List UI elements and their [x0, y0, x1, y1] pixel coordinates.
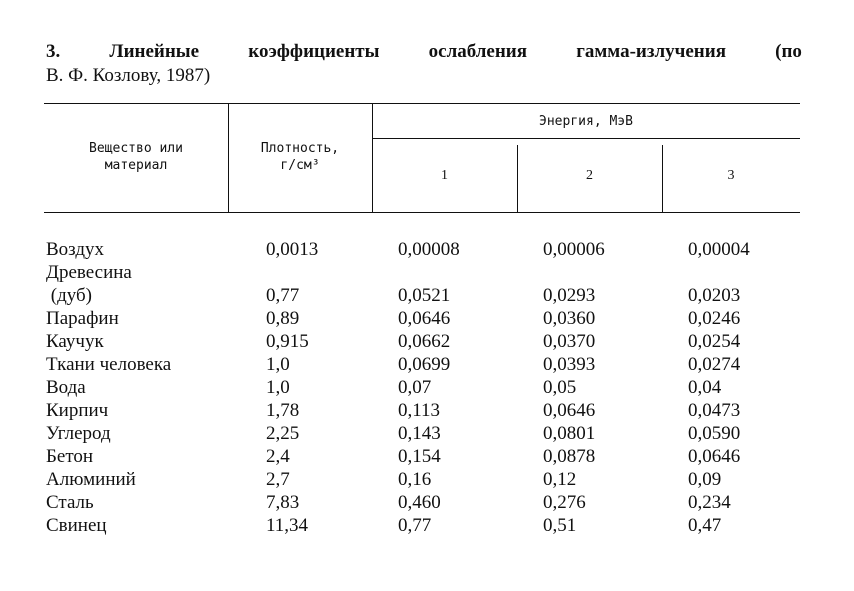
mu-1mev-cell: 0,07	[398, 377, 432, 398]
substance-cell: Ткани человека	[46, 354, 172, 375]
mu-3mev-cell: 0,234	[688, 492, 731, 513]
table-row	[46, 468, 808, 491]
substance-cell: Кирпич	[46, 400, 109, 421]
density-cell: 0,77	[266, 285, 300, 306]
mu-1mev-cell: 0,0662	[398, 331, 451, 352]
mu-2mev-cell	[543, 261, 688, 284]
mu-3mev-cell: 0,0254	[688, 331, 741, 352]
substance-cell: Каучук	[46, 331, 104, 352]
mu-1mev-cell: 0,154	[398, 446, 441, 467]
density-cell: 0,915	[266, 331, 309, 352]
mu-3mev-cell: 0,09	[688, 469, 722, 490]
mu-2mev-cell: 0,05	[543, 377, 577, 398]
header-energy-1: 1	[441, 168, 448, 183]
density-cell	[266, 261, 398, 284]
title-word: ослабления	[428, 41, 528, 62]
mu-3mev-cell: 0,0590	[688, 423, 741, 444]
mu-3mev-cell: 0,0203	[688, 285, 741, 306]
mu-2mev-cell: 0,0293	[543, 285, 596, 306]
table-row	[46, 422, 808, 445]
table-title-line1	[46, 40, 802, 63]
mu-1mev-cell: 0,16	[398, 469, 432, 490]
density-cell: 1,78	[266, 400, 300, 421]
mu-1mev-cell	[398, 261, 543, 284]
substance-cell: Воздух	[46, 239, 105, 260]
mu-3mev-cell: 0,0646	[688, 446, 741, 467]
mu-2mev-cell: 0,0801	[543, 423, 596, 444]
mu-2mev-cell: 0,51	[543, 515, 577, 536]
table-row	[46, 399, 808, 422]
mu-2mev-cell: 0,0878	[543, 446, 596, 467]
table-row	[46, 284, 808, 307]
table-row	[46, 445, 808, 468]
density-cell: 1,0	[266, 377, 290, 398]
substance-cell: Сталь	[46, 492, 94, 513]
density-cell: 7,83	[266, 492, 300, 513]
mu-3mev-cell	[688, 261, 808, 284]
mu-2mev-cell: 0,0393	[543, 354, 596, 375]
mu-1mev-cell: 0,143	[398, 423, 441, 444]
density-cell: 11,34	[266, 515, 309, 536]
substance-cell: Парафин	[46, 308, 119, 329]
mu-2mev-cell: 0,276	[543, 492, 586, 513]
mu-3mev-cell: 0,04	[688, 377, 722, 398]
header-energy-group: Энергия, МэВ	[539, 114, 633, 129]
density-cell: 2,7	[266, 469, 290, 490]
mu-3mev-cell: 0,0274	[688, 354, 741, 375]
title-word: коэффициенты	[248, 41, 380, 62]
density-cell: 1,0	[266, 354, 290, 375]
divider-substance-density	[228, 104, 229, 212]
table-body	[46, 238, 808, 537]
substance-cell: Бетон	[46, 446, 94, 467]
table-row	[46, 330, 808, 353]
mu-3mev-cell: 0,0473	[688, 400, 741, 421]
mu-1mev-cell: 0,0521	[398, 285, 451, 306]
title-number: 3.	[46, 41, 61, 62]
mu-3mev-cell: 0,47	[688, 515, 722, 536]
header-energy-2: 2	[586, 168, 593, 183]
title-word: (по	[775, 41, 802, 62]
top-rule	[44, 103, 800, 104]
substance-cell: (дуб)	[46, 285, 92, 306]
header-energy-3: 3	[727, 168, 735, 183]
mu-2mev-cell: 0,0370	[543, 331, 596, 352]
substance-cell: Углерод	[46, 423, 111, 444]
table-row	[46, 514, 808, 537]
table-row	[46, 307, 808, 330]
density-cell: 0,0013	[266, 239, 319, 260]
substance-cell: Алюминий	[46, 469, 136, 490]
header-substance: Вещество или материал	[89, 141, 183, 173]
mu-1mev-cell: 0,0646	[398, 308, 451, 329]
mu-2mev-cell: 0,00006	[543, 239, 605, 260]
table-row	[46, 491, 808, 514]
density-cell: 2,25	[266, 423, 300, 444]
substance-cell: Вода	[46, 377, 86, 398]
table-row	[46, 238, 808, 261]
substance-cell: Свинец	[46, 515, 107, 536]
mu-2mev-cell: 0,0360	[543, 308, 596, 329]
table-row	[46, 376, 808, 399]
mu-1mev-cell: 0,77	[398, 515, 432, 536]
mu-2mev-cell: 0,12	[543, 469, 577, 490]
mu-1mev-cell: 0,113	[398, 400, 441, 421]
header-density: Плотность, г/см³	[260, 141, 340, 173]
title-word: Линейные	[109, 41, 200, 62]
mu-3mev-cell: 0,00004	[688, 239, 750, 260]
mu-2mev-cell: 0,0646	[543, 400, 596, 421]
table-row	[46, 261, 808, 284]
table-row	[46, 353, 808, 376]
mu-1mev-cell: 0,0699	[398, 354, 451, 375]
energy-rule	[372, 138, 800, 139]
table-title-line2: В. Ф. Козлову, 1987)	[46, 65, 211, 86]
mu-1mev-cell: 0,00008	[398, 239, 460, 260]
substance-cell: Древесина	[46, 262, 132, 283]
mu-3mev-cell: 0,0246	[688, 308, 741, 329]
title-word: гамма-излучения	[576, 41, 726, 62]
mu-1mev-cell: 0,460	[398, 492, 441, 513]
density-cell: 2,4	[266, 446, 290, 467]
density-cell: 0,89	[266, 308, 300, 329]
header-bottom-rule	[44, 212, 800, 213]
